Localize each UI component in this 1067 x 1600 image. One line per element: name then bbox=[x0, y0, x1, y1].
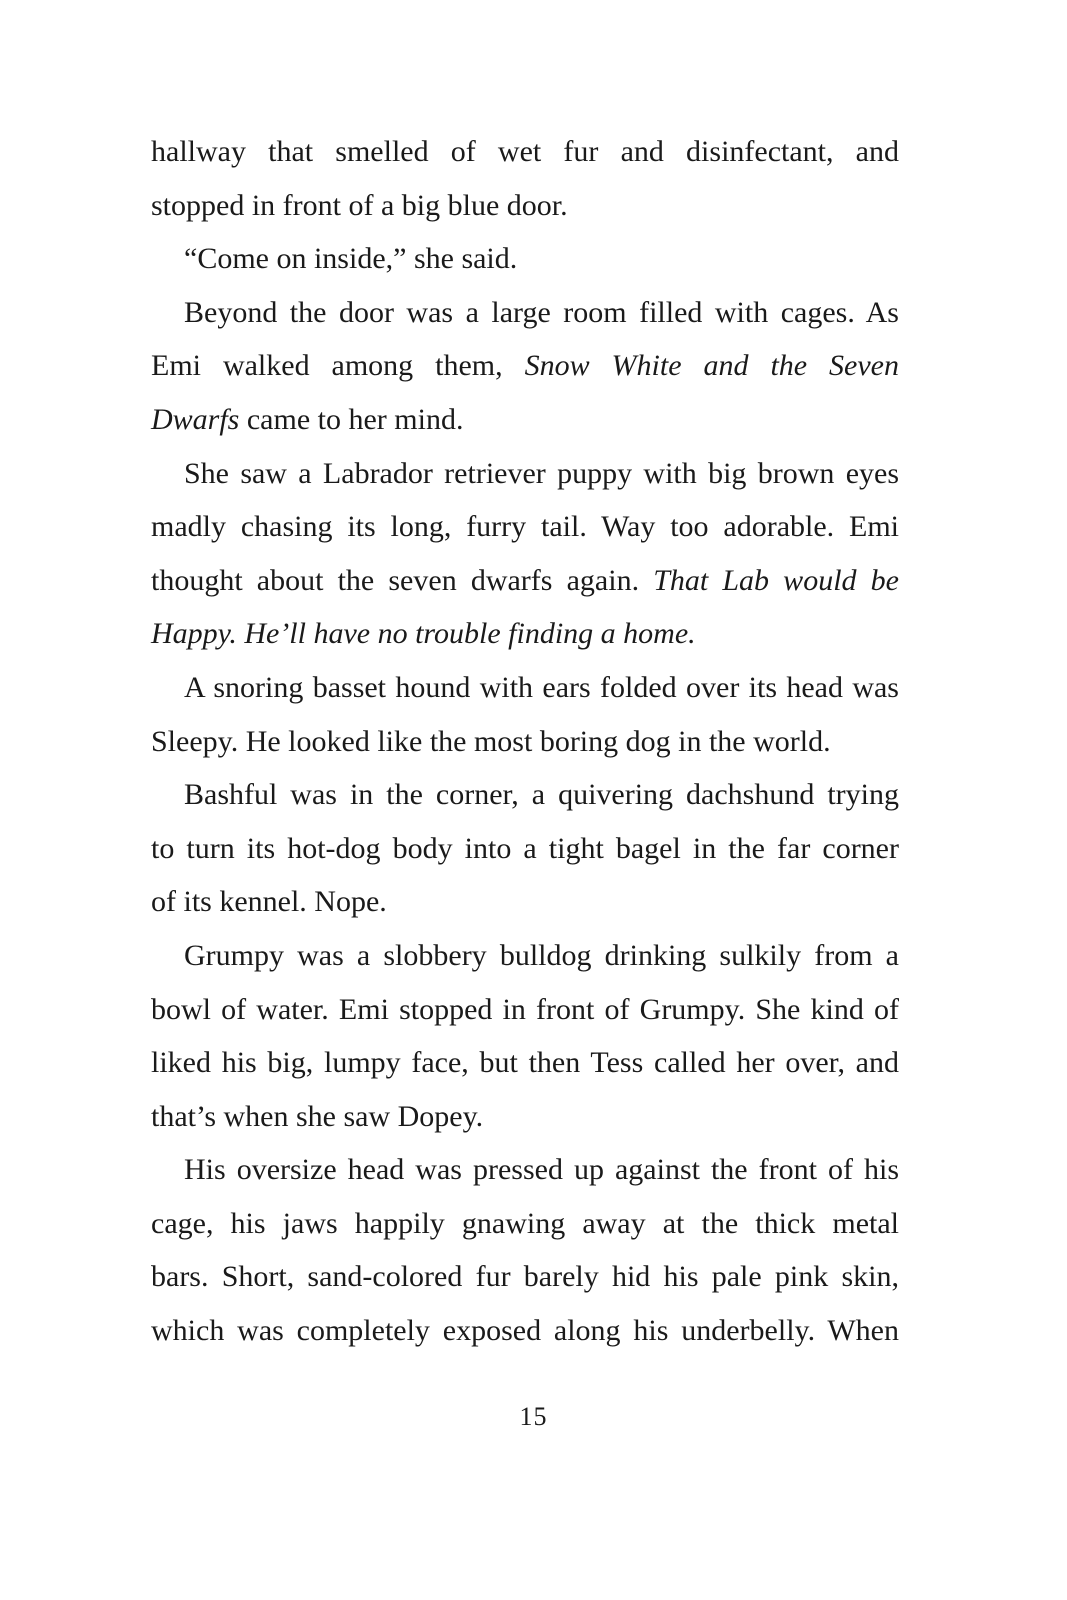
text-segment: “Come on inside,” she said. bbox=[184, 242, 518, 276]
text-line bbox=[151, 554, 899, 608]
italic-text: That Lab would be bbox=[653, 563, 899, 597]
italic-text: Happy. He’ll have no trouble finding a home. bbox=[151, 617, 696, 651]
text-line bbox=[151, 179, 899, 233]
text-segment: Grumpy was a slobbery bulldog drinking sulkily from a bbox=[184, 938, 899, 972]
text-line bbox=[151, 339, 899, 393]
text-line bbox=[151, 286, 899, 340]
text-segment: cage, his jaws happily gnawing away at the thick metal bbox=[151, 1206, 899, 1240]
text-segment: that’s when she saw Dopey. bbox=[151, 1099, 484, 1133]
text-segment: bowl of water. Emi stopped in front of Grumpy. She kind of bbox=[151, 992, 899, 1026]
text-segment: A snoring basset hound with ears folded over its head was bbox=[184, 670, 899, 704]
italic-text: Snow White and the Seven bbox=[524, 349, 899, 383]
text-line bbox=[151, 822, 899, 876]
text-line bbox=[151, 715, 899, 769]
text-segment: Emi walked among them, bbox=[151, 349, 525, 383]
text-line bbox=[151, 125, 899, 179]
text-segment: which was completely exposed along his underbelly. When bbox=[151, 1314, 899, 1348]
text-segment: Beyond the door was a large room filled with cages. As bbox=[184, 295, 899, 329]
text-line bbox=[151, 1197, 899, 1251]
book-page-body bbox=[151, 125, 899, 1358]
text-segment: madly chasing its long, furry tail. Way too adorable. Emi bbox=[151, 510, 899, 544]
text-segment: She saw a Labrador retriever puppy with big brown eyes bbox=[184, 456, 899, 490]
text-line bbox=[151, 1250, 899, 1304]
text-segment: to turn its hot-dog body into a tight bagel in the far corner bbox=[151, 831, 899, 865]
text-segment: stopped in front of a big blue door. bbox=[151, 188, 568, 222]
text-line bbox=[151, 929, 899, 983]
text-segment: came to her mind. bbox=[239, 402, 464, 436]
text-line bbox=[151, 661, 899, 715]
text-line bbox=[151, 1036, 899, 1090]
text-line bbox=[151, 1090, 899, 1144]
text-line bbox=[151, 447, 899, 501]
page-number: 15 bbox=[519, 1402, 548, 1431]
text-segment: Sleepy. He looked like the most boring dog in the world. bbox=[151, 724, 831, 758]
text-segment: hallway that smelled of wet fur and disinfectant, and bbox=[151, 135, 899, 168]
text-line bbox=[151, 983, 899, 1037]
text-line bbox=[151, 500, 899, 554]
text-segment: liked his big, lumpy face, but then Tess called her over, and bbox=[151, 1046, 899, 1080]
text-segment: of its kennel. Nope. bbox=[151, 885, 387, 919]
text-segment: thought about the seven dwarfs again. bbox=[151, 563, 654, 597]
text-line bbox=[151, 875, 899, 929]
italic-text: Dwarfs bbox=[151, 402, 240, 436]
text-line bbox=[151, 768, 899, 822]
text-line bbox=[151, 1143, 899, 1197]
text-segment: His oversize head was pressed up against the front of his bbox=[184, 1153, 899, 1187]
text-line bbox=[151, 1304, 899, 1358]
text-line bbox=[151, 393, 899, 447]
text-segment: bars. Short, sand-colored fur barely hid his pale pink skin, bbox=[151, 1260, 899, 1294]
text-line bbox=[151, 607, 899, 661]
text-segment: Bashful was in the corner, a quivering dachshund trying bbox=[184, 778, 899, 812]
text-line bbox=[151, 232, 899, 286]
